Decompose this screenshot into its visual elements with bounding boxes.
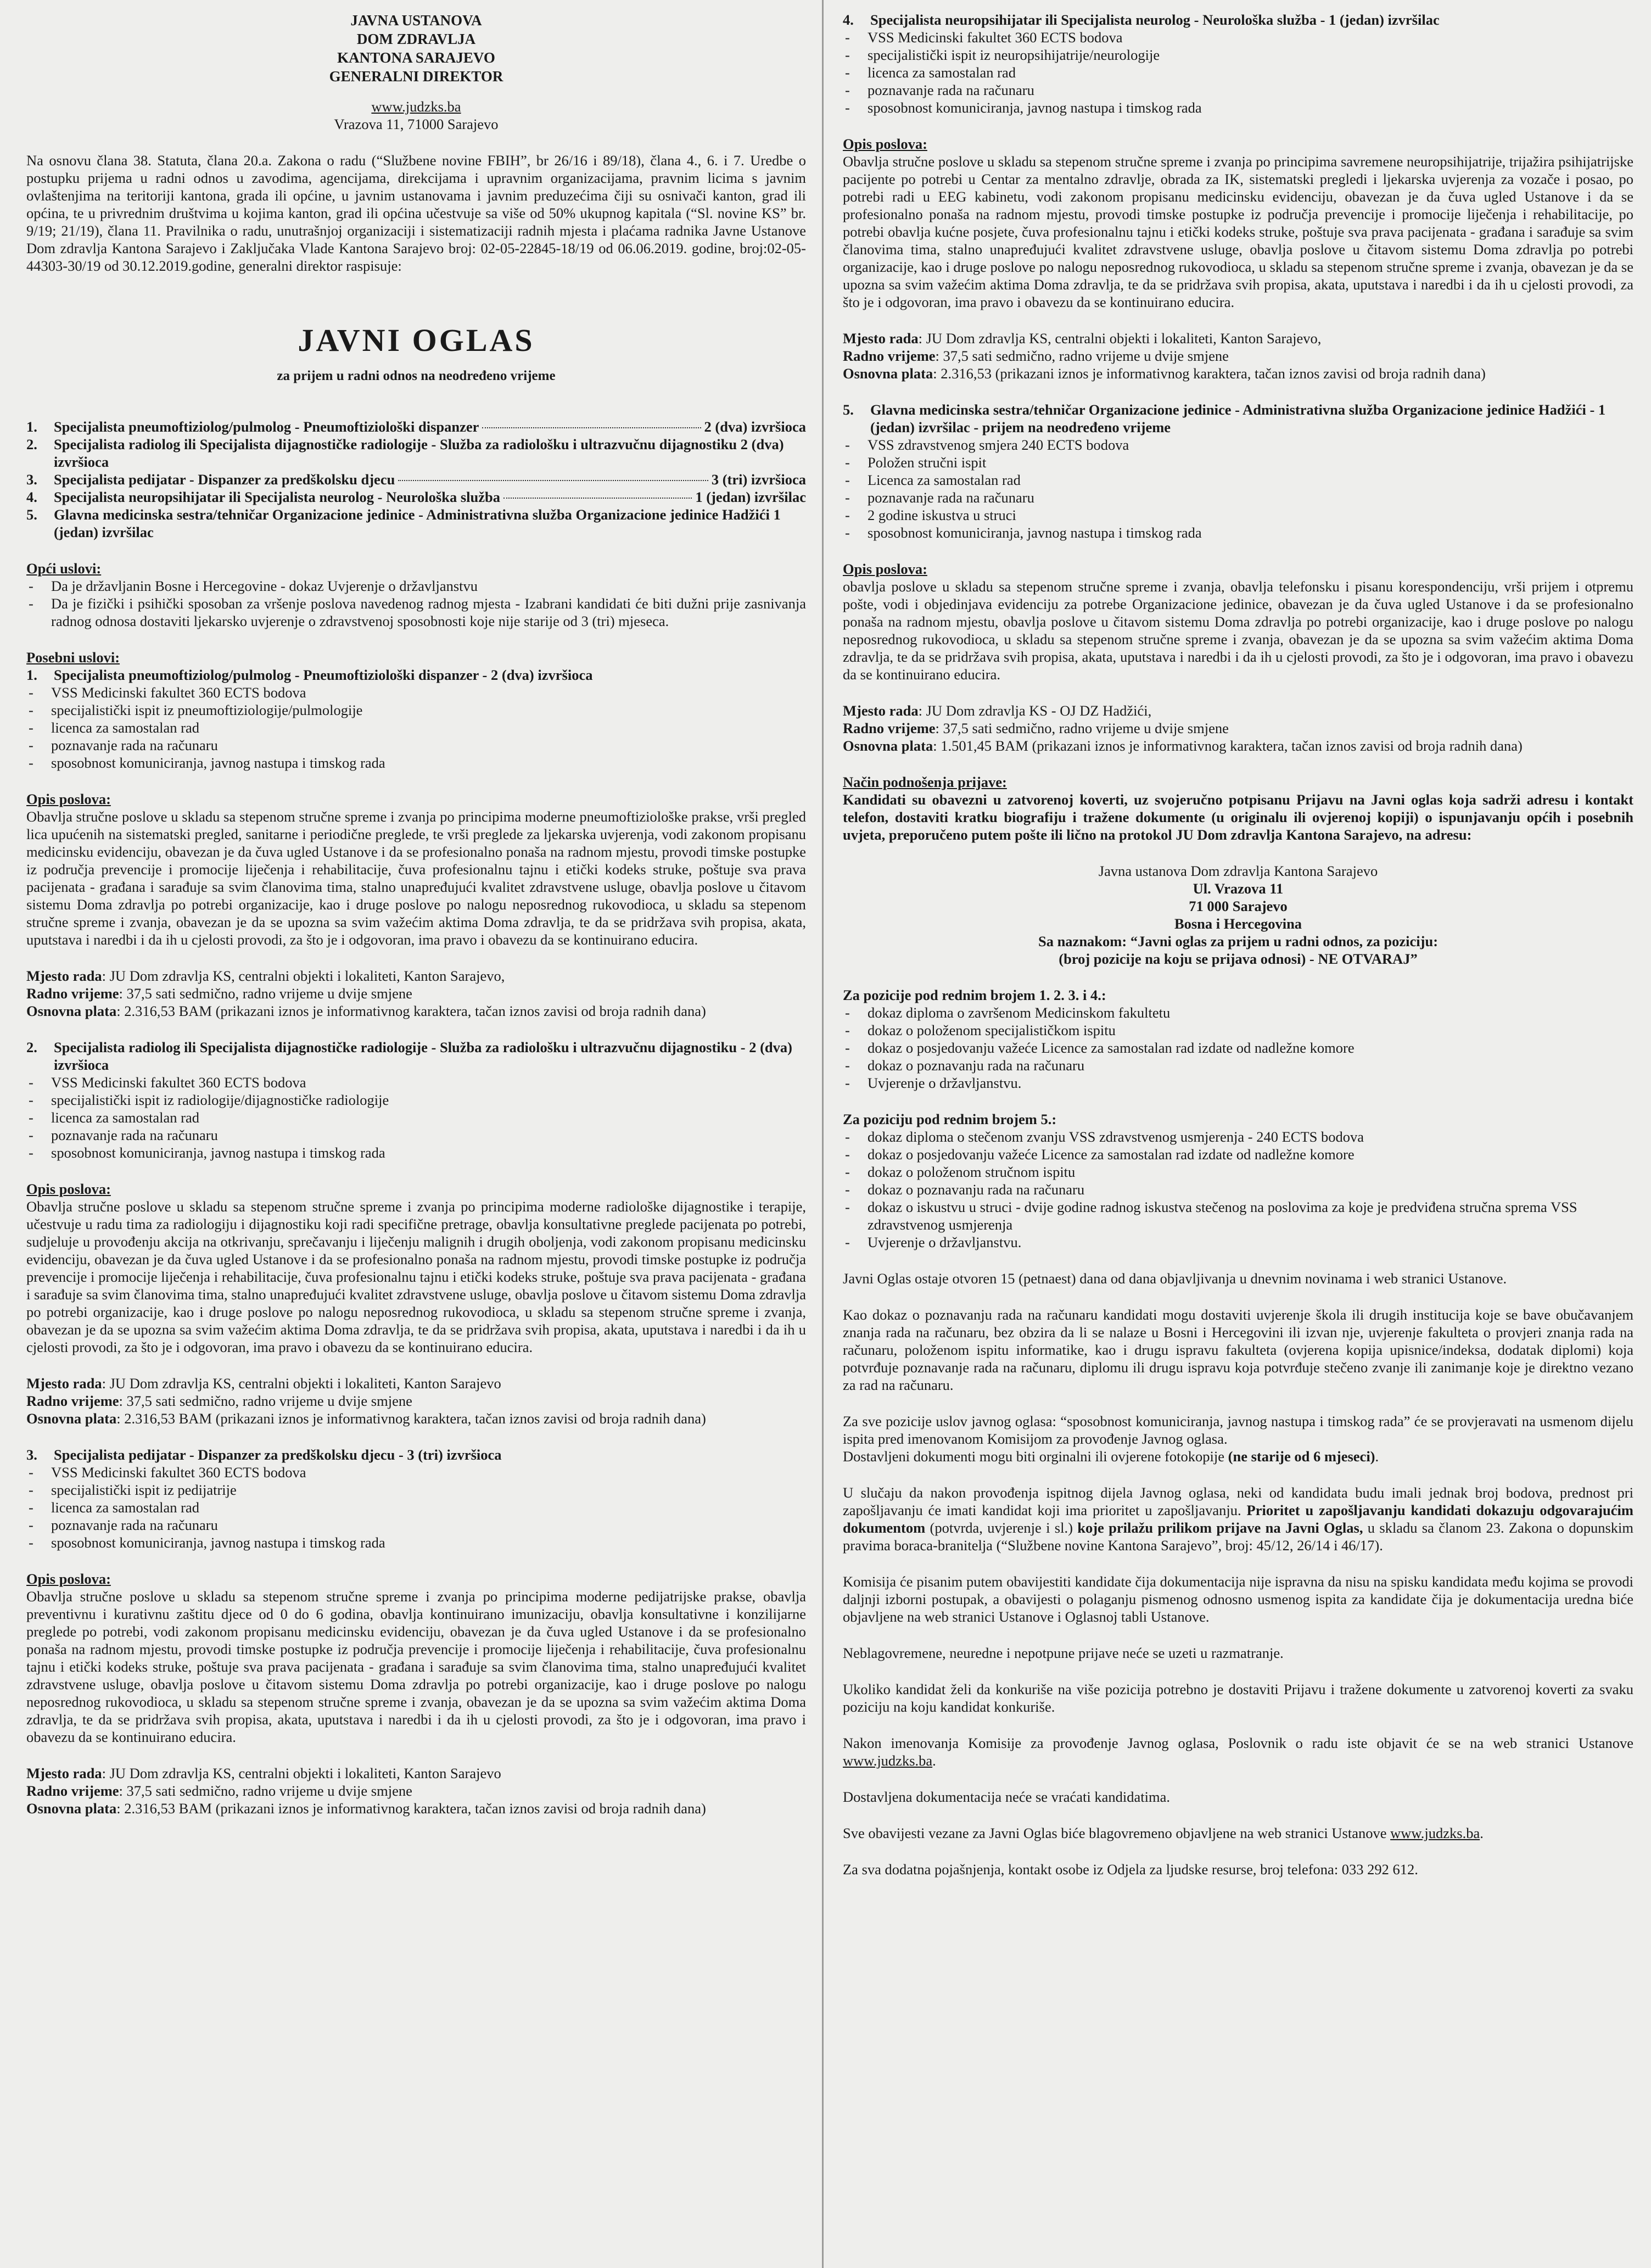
list-item: - Uvjerenje o državljanstvu. <box>843 1074 1633 1092</box>
page-subtitle: za prijem u radni odnos na neodređeno vrijeme <box>277 368 556 383</box>
section-title: 4. Specijalista neuropsihijatar ili Specijalista neurolog - Neurološka služba - 1 (jedan) izvršilac <box>843 12 1440 28</box>
documents-heading: Za poziciju pod rednim brojem 5.: <box>843 1111 1057 1127</box>
work-location: Mjesto rada: JU Dom zdravlja KS, centralni objekti i lokaliteti, Kanton Sarajevo <box>26 1765 501 1781</box>
work-location: Mjesto rada: JU Dom zdravlja KS - OJ DZ Hadžići, <box>843 702 1152 719</box>
list-item: - dokaz diploma o završenom Medicinskom fakultetu <box>843 1004 1633 1021</box>
list-item: - poznavanje rada na računaru <box>26 1126 806 1144</box>
job-description: Obavlja stručne poslove u skladu sa stepenom stručne spreme i zvanja po principima moderne pneumoftiziološke prakse, vrši pregled lica upućenih na sistematski pregled, sanitarne i periodične preglede, te vrši preglede za ljekarska uvjerenja, vodi zakonom propisanu medicinsku evidenciju, obavezan je da čuva ugled Ustanove i da se profesionalno ponaša na radnom mjestu, provodi timske postupke iz područja prevencije i promocije liječenja i rehabilitacije, čuva profesionalnu tajnu i etički kodeks struke, poštuje sva prava pacijenata - građana i sarađuje sa svim članovima tima, stalno unapređujući kvalitet zdravstvene usluge, obavlja poslove u čitavom sistemu Doma zdravlja po potrebi organizacije, kao i druge poslove po nalogu neposrednog rukovodioca, u skladu sa stepenom stručne spreme i zvanja, obavezan je da se upozna sa svim važećim aktima Doma zdravlja, te da se pridržava svih propisa, akata, uputstava i naredbi i da ih u cjelosti provodi, za što je i odgovoran, ima pravo i obavezu da se kontinuirano educira. <box>26 808 806 948</box>
closing-paragraph: Ukoliko kandidat želi da konkuriše na više pozicija potrebno je dostaviti Prijavu i tražene dokumente u zatvorenoj koverti za svaku poziciju na koju kandidat konkuriše. <box>843 1681 1633 1715</box>
closing-paragraph: Dostavljeni dokumenti mogu biti orginalni ili ovjerene fotokopije (ne starije od 6 mjeseci). <box>843 1448 1379 1465</box>
list-item: - dokaz o položenom specijalističkom ispitu <box>843 1021 1633 1039</box>
closing-paragraph: Nakon imenovanja Komisije za provođenje Javnog oglasa, Poslovnik o radu iste objavit će se na web stranici Ustanove www.judzks.ba. <box>843 1735 1633 1769</box>
working-hours: Radno vrijeme: 37,5 sati sedmično, radno vrijeme u dvije smjene <box>843 720 1229 736</box>
positions-list-item: 5. Glavna medicinska sestra/tehničar Organizacione jedinice - Administrativna služba Organizacione jedinice Hadžići 1 (jedan) izvršilac <box>26 506 781 540</box>
working-hours: Radno vrijeme: 37,5 sati sedmično, radno vrijeme u dvije smjene <box>26 1783 412 1799</box>
list-item: - specijalistički ispit iz radiologije/dijagnostičke radiologije <box>26 1091 806 1109</box>
job-description-heading: Opis poslova: <box>843 561 927 577</box>
header-line: JAVNA USTANOVA <box>350 12 482 29</box>
list-item: - sposobnost komuniciranja, javnog nastupa i timskog rada <box>843 99 1633 116</box>
list-item: - specijalistički ispit iz pedijatrije <box>26 1481 806 1499</box>
closing-paragraph: Neblagovremene, neuredne i nepotpune prijave neće se uzeti u razmatranje. <box>843 1645 1284 1661</box>
working-hours: Radno vrijeme: 37,5 sati sedmično, radno vrijeme u dvije smjene <box>26 985 412 1002</box>
header-address: Vrazova 11, 71000 Sarajevo <box>334 116 499 132</box>
list-item: - VSS Medicinski fakultet 360 ECTS bodova <box>26 1463 806 1481</box>
list-item: - poznavanje rada na računaru <box>26 1516 806 1534</box>
list-item: - Uvjerenje o državljanstvu. <box>843 1233 1633 1251</box>
list-item: - Položen stručni ispit <box>843 454 1633 471</box>
website-link[interactable]: www.judzks.ba <box>1390 1825 1480 1841</box>
mailing-address: Javna ustanova Dom zdravlja Kantona Sarajevo Ul. Vrazova 11 71 000 Sarajevo Bosna i Hercegovina Sa naznakom: “Javni oglas za prijem u radni odnos, za poziciju: (broj pozicije na koju se prijava odnosi) - NE OTVARAJ” <box>1038 863 1439 967</box>
base-salary: Osnovna plata: 2.316,53 (prikazani iznos je informativnog karaktera, tačan iznos zavisi od broja radnih dana) <box>843 365 1486 382</box>
intro-paragraph: Na osnovu člana 38. Statuta, člana 20.a. Zakona o radu (“Službene novine FBIH”, br 26/16 i 89/18), člana 4., 6. i 7. Uredbe o postupku prijema u radni odnos u zavodima, agencijama, direkcijama i upravnim organizacijama, pravnim licima s javnim ovlaštenjima na teritoriji kantona, grada ili općine, u javnim ustanovama i javnim preduzećima čiji su osnivači kanton, grad ili općina, te u privrednim društvima u kojima kanton, grad ili općina učestvuje sa više od 50% ukupnog kapitala (“Sl. novine KS” br. 9/19; 21/19), člana 11. Pravilnika o radu, unutrašnjoj organizaciji i sistematizaciji radnih mjesta i plaćama radnika Javne Ustanove Dom zdravlja Kantona Sarajevo i Zaključaka Vlade Kantona Sarajevo broj: 02-05-22845-18/19 od 06.06.2019. godine, broj:02-05-44303-30/19 od 30.12.2019.godine, generalni direktor raspisuje: <box>26 152 806 274</box>
website-link[interactable]: www.judzks.ba <box>371 98 461 115</box>
header <box>26 11 806 133</box>
documents-positions-1-4 <box>843 986 1633 1092</box>
positions-list <box>26 418 806 541</box>
list-item: - sposobnost komuniciranja, javnog nastupa i timskog rada <box>26 754 806 772</box>
base-salary: Osnovna plata: 1.501,45 BAM (prikazani iznos je informativnog karaktera, tačan iznos zavisi od broja radnih dana) <box>843 738 1523 754</box>
list-item: - dokaz o posjedovanju važeće Licence za samostalan rad izdate od nadležne komore <box>843 1146 1633 1163</box>
list-item: - VSS Medicinski fakultet 360 ECTS bodova <box>26 684 806 701</box>
base-salary: Osnovna plata: 2.316,53 BAM (prikazani iznos je informativnog karaktera, tačan iznos zavisi od broja radnih dana) <box>26 1410 706 1427</box>
job-description: obavlja poslove u skladu sa stepenom stručne spreme i zvanja, obavlja telefonsku i pisanu korespondenciju, vrši prijem i otpremu pošte, vodi i objedinjava evidenciju za potrebe Organizacione jedinice, obavezan je da čuva ugled Ustanove i da se profesionalno ponaša na radnom mjestu, obavlja poslove u čitavom sistemu Doma zdravlja po potrebi organizacije, kao i druge poslove po nalogu neposrednog rukovodioca, u skladu sa stepenom stručne spreme i zvanja, obavezan je da se upozna sa svim važećim aktima Doma zdravlja, te da se pridržava svih propisa, akata, uputstava i naredbi i da ih u cjelosti provodi, za što je i odgovoran, ima pravo i obavezu da se kontinuirano educira. <box>843 578 1633 683</box>
list-item: - dokaz o iskustvu u struci - dvije godine radnog iskustva stečenog na poslovima za koje je predviđena stručna sprema VSS zdravstvenog usmjerenja <box>843 1198 1633 1233</box>
left-column <box>26 11 806 1817</box>
column-divider <box>822 0 824 2268</box>
list-item: - VSS zdravstvenog smjera 240 ECTS bodova <box>843 436 1633 454</box>
closing-paragraph: Za sva dodatna pojašnjenja, kontakt osobe iz Odjela za ljudske resurse, broj telefona: 033 292 612. <box>843 1861 1418 1878</box>
closing-paragraph: Komisija će pisanim putem obavijestiti kandidate čija dokumentacija nije ispravna da nisu na spisku kandidata među kojima se provodi daljnji izborni postupak, a obavijesti o polaganju pismenog odnosno usmenog ispita za kandidate čija je dokumentacija uredna biće objavljene na web stranici Ustanove i Oglasnoj tabli Ustanove. <box>843 1573 1633 1625</box>
job-description: Obavlja stručne poslove u skladu sa stepenom stručne spreme i zvanja po principima savremene neuropsihijatrije, trijažira psihijatrijske pacijente po potrebi u Centar za mentalno zdravlje, obrada za IK, sistematski pregledi i ljekarska uvjerenja za vozače i posao, po potrebi radi u EEG kabinetu, vodi zakonom propisanu medicinsku evidenciju, obavezan je da čuva ugled Ustanove i da se profesionalno ponaša na radnom mjestu, provodi timske postupke iz područja prevencije i promocije liječenja i rehabilitacije, po potrebi obavlja kućne posjete, čuva profesionalnu tajnu i etički kodeks struke, poštuje sva prava pacijenata - građana i sarađuje sa svim članovima tima, stalno unapređujući kvalitet zdravstvene usluge, obavlja poslove u čitavom sistemu Doma zdravlja po potrebi organizacije, kao i druge poslove po nalogu neposrednog rukovodioca, u skladu sa stepenom stručne spreme i zvanja, obavezan je da se upozna sa svim važećim aktima Doma zdravlja, te da se pridržava svih propisa, akata, uputstava i naredbi i da ih u cjelosti provodi, za što je i odgovoran, ima pravo i obavezu da se kontinuirano educira. <box>843 153 1633 310</box>
closing-paragraph: U slučaju da nakon provođenja ispitnog dijela Javnog oglasa, neki od kandidata budu imali jednak broj bodova, prednost pri zapošljavanju će imati kandidat koji ima prioritet u zapošljavanju. Prioritet u zapošljavanju kandidati dokazuju odgovarajućim dokumentom (potvrda, uvjerenje i sl.) koje prilažu prilikom prijave na Javni Oglas, u skladu sa članom 23. Zakona o dopunskim pravima boraca-branitelja (“Službene novine Kantona Sarajevo”, broj: 45/12, 26/14 i 46/17). <box>843 1484 1634 1554</box>
positions-list-item: 2. Specijalista radiolog ili Specijalista dijagnostičke radiologije - Služba za radiološku i ultrazvučnu dijagnostiku 2 (dva) izvršioca <box>26 436 784 470</box>
section-title: 3. Specijalista pedijatar - Dispanzer za predškolsku djecu - 3 (tri) izvršioca <box>26 1446 502 1463</box>
application-instructions <box>843 773 1633 968</box>
closing-paragraph: Javni Oglas ostaje otvoren 15 (petnaest) dana od dana objavljivanja u dnevnim novinama i web stranici Ustanove. <box>843 1270 1507 1287</box>
list-item: - sposobnost komuniciranja, javnog nastupa i timskog rada <box>26 1144 806 1161</box>
general-conditions <box>26 560 806 630</box>
documents-heading: Za pozicije pod rednim brojem 1. 2. 3. i 4.: <box>843 987 1106 1003</box>
list-item: - VSS Medicinski fakultet 360 ECTS bodova <box>26 1074 806 1091</box>
list-item: - sposobnost komuniciranja, javnog nastupa i timskog rada <box>843 524 1633 541</box>
list-item: - specijalistički ispit iz neuropsihijatrije/neurologije <box>843 46 1633 64</box>
base-salary: Osnovna plata: 2.316,53 BAM (prikazani iznos je informativnog karaktera, tačan iznos zavisi od broja radnih dana) <box>26 1800 706 1817</box>
list-item: - dokaz o posjedovanju važeće Licence za samostalan rad izdate od nadležne komore <box>843 1039 1633 1057</box>
working-hours: Radno vrijeme: 37,5 sati sedmično, radno vrijeme u dvije smjene <box>843 348 1229 364</box>
positions-list-item: 1. Specijalista pneumoftiziolog/pulmolog - Pneumoftiziološki dispanzer 2 (dva) izvršioca <box>26 418 806 435</box>
section-title: 5. Glavna medicinska sestra/tehničar Organizacione jedinice - Administrativna služba Organizacione jedinice Hadžići - 1 (jedan) izvršilac - prijem na neodređeno vrijeme <box>843 401 1606 435</box>
special-conditions-heading: Posebni uslovi: <box>26 649 120 666</box>
closing-paragraph: Za sve pozicije uslov javnog oglasa: “sposobnost komuniciranja, javnog nastupa i timskog rada” će se provjeravati na usmenom dijelu ispita pred imenovanom Komisijom za provođenje Javnog oglasa. <box>843 1413 1633 1447</box>
application-text: Kandidati su obavezni u zatvorenoj koverti, uz svojeručno potpisanu Prijavu na Javni oglas koja sadrži adresu i kontakt telefon, dostaviti kratku biografiju i tražene dokumente (u originalu ili ovjerenoj kopiji) o ispunjavanju općih i posebnih uvjeta, preporučeno putem pošte ili lično na protokol JU Dom zdravlja Kantona Sarajevo, na adresu: <box>843 791 1633 843</box>
list-item: - licenca za samostalan rad <box>26 1109 806 1126</box>
list-item: - Da je fizički i psihički sposoban za vršenje poslova navedenog radnog mjesta - Izabrani kandidati će biti dužni prije zasnivanja radnog odnosa dostaviti ljekarsko uvjerenje o zdravstvenoj sposobnosti koje nije starije od 3 (tri) mjeseca. <box>26 595 806 630</box>
work-location: Mjesto rada: JU Dom zdravlja KS, centralni objekti i lokaliteti, Kanton Sarajevo, <box>843 330 1322 347</box>
position-section-4 <box>843 11 1633 382</box>
job-description: Obavlja stručne poslove u skladu sa stepenom stručne spreme i zvanja po principima moderne radiološke dijagnostike i terapije, učestvuje u radu tima za radiologiju i dijagnostiku koji radi specifične pretrage, obavlja konsultativne preglede pacijenata po potrebi, sudjeluje u provođenju akcija na otkrivanju, sprečavanju i liječenju malignih i drugih oboljenja, vodi zakonom propisanu medicinsku evidenciju, obavezan je da čuva ugled Ustanove i da se profesionalno ponaša na radnom mjestu, provodi timske postupke iz područja prevencije i promocije liječenja i rehabilitacije, čuva profesionalnu tajnu i etički kodeks struke, poštuje sva prava pacijenata - građana i sarađuje sa svim članovima tima, stalno unapređujući kvalitet zdravstvene usluge, obavlja poslove u čitavom sistemu Doma zdravlja po potrebi organizacije, kao i druge poslove po nalogu neposrednog rukovodioca, u skladu sa stepenom stručne spreme i zvanja, obavezan je da se upozna sa svim važećim aktima Doma zdravlja, te da se pridržava svih propisa, akata, uputstava i naredbi i da ih u cjelosti provodi, za što je i odgovoran, ima pravo i obavezu da se kontinuirano educira. <box>26 1198 806 1355</box>
position-section-3 <box>26 1446 806 1817</box>
position-section-5 <box>843 401 1633 755</box>
list-item: - VSS Medicinski fakultet 360 ECTS bodova <box>843 29 1633 46</box>
job-description-heading: Opis poslova: <box>26 1181 111 1197</box>
job-description-heading: Opis poslova: <box>26 1571 111 1587</box>
list-item: - specijalistički ispit iz pneumoftiziologije/pulmologije <box>26 701 806 719</box>
header-line: GENERALNI DIREKTOR <box>329 68 503 85</box>
position-section-1 <box>26 666 806 1020</box>
job-description-heading: Opis poslova: <box>843 136 927 152</box>
list-item: - licenca za samostalan rad <box>26 719 806 736</box>
position-section-2 <box>26 1038 806 1427</box>
list-item: - dokaz diploma o stečenom zvanju VSS zdravstvenog usmjerenja - 240 ECTS bodova <box>843 1128 1633 1146</box>
section-title: 2. Specijalista radiolog ili Specijalista dijagnostičke radiologije - Služba za radiološku i ultrazvučnu dijagnostiku - 2 (dva) izvršioca <box>26 1039 792 1073</box>
positions-list-item: 3. Specijalista pedijatar - Dispanzer za predškolsku djecu 3 (tri) izvršioca <box>26 471 806 488</box>
list-item: - sposobnost komuniciranja, javnog nastupa i timskog rada <box>26 1534 806 1551</box>
closing-paragraph: Sve obavijesti vezane za Javni Oglas biće blagovremeno objavljene na web stranici Ustanove www.judzks.ba. <box>843 1825 1484 1841</box>
list-item: - poznavanje rada na računaru <box>26 736 806 754</box>
list-item: - 2 godine iskustva u struci <box>843 506 1633 524</box>
list-item: - dokaz o položenom stručnom ispitu <box>843 1163 1633 1181</box>
work-location: Mjesto rada: JU Dom zdravlja KS, centralni objekti i lokaliteti, Kanton Sarajevo <box>26 1375 501 1392</box>
list-item: - dokaz o poznavanju rada na računaru <box>843 1181 1633 1198</box>
list-item: - licenca za samostalan rad <box>26 1499 806 1516</box>
page-title: JAVNI OGLAS <box>298 322 535 358</box>
documents-position-5 <box>843 1110 1633 1251</box>
list-item: - dokaz o poznavanju rada na računaru <box>843 1057 1633 1074</box>
positions-list-item: 4. Specijalista neuropsihijatar ili Specijalista neurolog - Neurološka služba 1 (jedan) izvršilac <box>26 489 806 505</box>
list-item: - poznavanje rada na računaru <box>843 489 1633 506</box>
application-heading: Način podnošenja prijave: <box>843 774 1007 790</box>
list-item: - Licenca za samostalan rad <box>843 471 1633 489</box>
header-line: KANTONA SARAJEVO <box>337 49 495 66</box>
website-link[interactable]: www.judzks.ba <box>843 1752 933 1769</box>
section-title: 1. Specijalista pneumoftiziolog/pulmolog - Pneumoftiziološki dispanzer - 2 (dva) izvršioca <box>26 667 593 683</box>
job-description: Obavlja stručne poslove u skladu sa stepenom stručne spreme i zvanja po principima moderne pedijatrijske prakse, obavlja preventivnu i kurativnu zaštitu djece od 0 do 6 godina, obavlja kontinuirano imunizaciju, obavlja konsultativne i konzilijarne preglede po potrebi, vodi zakonom propisanu medicinsku evidenciju, obavezan je da čuva ugled Ustanove i da se profesionalno ponaša na radnom mjestu, provodi timske postupke iz područja prevencije i promocije liječenja i rehabilitacije, čuva profesionalnu tajnu i etički kodeks struke, poštuje sva prava pacijenata - građana i sarađuje sa svim članovima tima, stalno unapređujući kvalitet zdravstvene usluge, obavlja poslove u čitavom sistemu Doma zdravlja po potrebi organizacije, kao i druge poslove po nalogu neposrednog rukovodioca, u skladu sa stepenom stručne spreme i zvanja, obavezan je da se upozna sa svim važećim aktima Doma zdravlja, te da se pridržava svih propisa, akata, uputstava i naredbi i da ih u cjelosti provodi, za što je i odgovoran, ima pravo i obavezu da se kontinuirano educira. <box>26 1588 806 1745</box>
list-item: - Da je državljanin Bosne i Hercegovine - dokaz Uvjerenje o državljanstvu <box>26 577 806 595</box>
working-hours: Radno vrijeme: 37,5 sati sedmično, radno vrijeme u dvije smjene <box>26 1393 412 1409</box>
base-salary: Osnovna plata: 2.316,53 BAM (prikazani iznos je informativnog karaktera, tačan iznos zavisi od broja radnih dana) <box>26 1003 706 1019</box>
general-conditions-heading: Opći uslovi: <box>26 560 102 577</box>
list-item: - licenca za samostalan rad <box>843 64 1633 81</box>
list-item: - poznavanje rada na računaru <box>843 81 1633 99</box>
header-line: DOM ZDRAVLJA <box>356 31 476 47</box>
closing-paragraph: Kao dokaz o poznavanju rada na računaru kandidati mogu dostaviti uvjerenje škola ili drugih institucija koje se bave obučavanjem znanja rada na računaru, bez obzira da li se nalaze u Bosni i Hercegovini ili izvan nje, uvjerenje fakulteta o provjeri znanja rada na računaru, položenom ispitu informatike, kao i drugu ispravu fakulteta (ovjerena kopija upisnice/indeksa, dodatak diplomi) koja potvrđuje poznavanje rada na računaru, diplomu ili drugu ispravu koja potvrđuje stečeno zvanje ili zanimanje koje je direktno vezano za rad na računaru. <box>843 1306 1633 1393</box>
job-description-heading: Opis poslova: <box>26 791 111 807</box>
closing-paragraph: Dostavljena dokumentacija neće se vraćati kandidatima. <box>843 1789 1171 1805</box>
right-column <box>843 11 1633 1878</box>
work-location: Mjesto rada: JU Dom zdravlja KS, centralni objekti i lokaliteti, Kanton Sarajevo, <box>26 968 505 984</box>
